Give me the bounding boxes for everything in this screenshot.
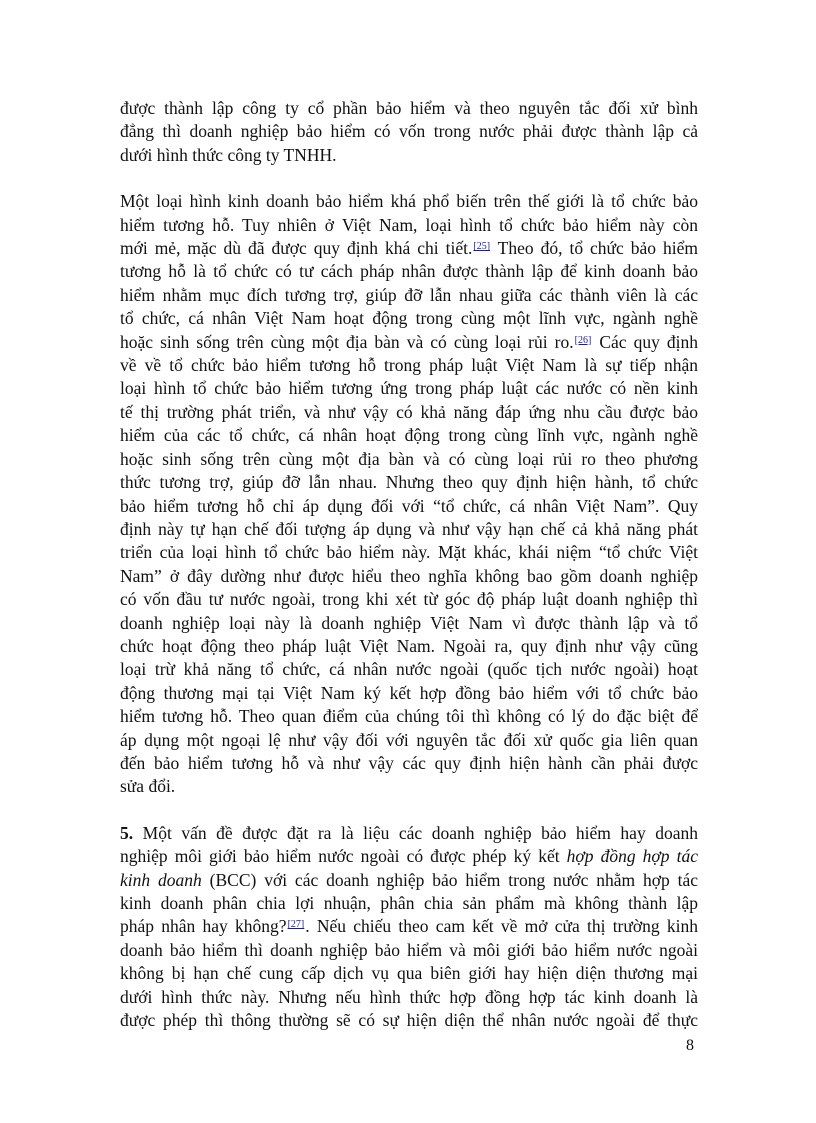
- text-line: về về tổ chức bảo hiểm tương hỗ trong pháp luật Việt Nam là sự tiếp nhận: [120, 355, 698, 376]
- text-line: tế thị trường phát triển, và như vậy có khả năng đáp ứng nhu cầu được bảo: [120, 401, 698, 422]
- text-line: doanh bảo hiểm thì doanh nghiệp bảo hiểm và môi giới bảo hiểm nước ngoài: [120, 939, 698, 960]
- text-line: định này tự hạn chế đối tượng áp dụng và như vậy hạn chế cả khả năng phát: [120, 518, 698, 539]
- text-segment: nghiệp môi giới bảo hiểm nước ngoài có được phép ký kết: [120, 846, 567, 867]
- text-line: Nam” ở đây dường như được hiểu theo nghĩa không bao gồm doanh nghiệp: [120, 565, 698, 586]
- text-segment: pháp nhân hay không?: [120, 916, 287, 937]
- footnote-link-27[interactable]: [27]: [287, 919, 305, 931]
- text-line: Một loại hình kinh doanh bảo hiểm khá phổ biến trên thế giới là tổ chức bảo: [120, 191, 698, 212]
- text-line: bảo hiểm tương hỗ chỉ áp dụng đối với “tổ chức, cá nhân Việt Nam”. Quy: [120, 495, 698, 516]
- text-segment: mới mẻ, mặc dù đã được quy định khá chi tiết.: [120, 238, 473, 259]
- text-line: áp dụng một ngoại lệ như vậy đối với nguyên tắc đối xử quốc gia liên quan: [120, 729, 698, 750]
- section-number: 5.: [120, 822, 134, 843]
- text-line: đến bảo hiểm tương hỗ và như vậy các quy định hiện hành cần phải được: [120, 752, 698, 773]
- text-line: thức tương trợ, giúp đỡ lẫn nhau. Nhưng theo quy định hiện hành, tổ chức: [120, 472, 698, 493]
- text-line: [120, 331, 698, 354]
- footnote-link-25[interactable]: [25]: [473, 241, 491, 253]
- text-line: động thương mại tại Việt Nam ký kết hợp đồng bảo hiểm với tổ chức bảo: [120, 682, 698, 703]
- text-line: [120, 845, 698, 868]
- text-line: có vốn đầu tư nước ngoài, trong khi xét từ góc độ pháp luật doanh nghiệp thì: [120, 589, 698, 610]
- footnote-link-26[interactable]: [26]: [574, 334, 592, 346]
- text-segment: Theo đó, tổ chức bảo hiểm: [491, 238, 699, 259]
- text-line: dưới hình thức này. Nhưng nếu hình thức hợp đồng hợp tác kinh doanh là: [120, 986, 698, 1007]
- paragraph-2: [120, 190, 698, 799]
- text-line: tổ chức, cá nhân Việt Nam hoạt động trong cùng một lĩnh vực, ngành nghề: [120, 308, 698, 329]
- text-line: hiểm của các tổ chức, cá nhân hoạt động trong cùng lĩnh vực, ngành nghề: [120, 425, 698, 446]
- text-line: hiểm nhằm mục đích tương trợ, giúp đỡ lẫn nhau giữa các thành viên là các: [120, 284, 698, 305]
- page-number: 8: [686, 1037, 694, 1054]
- text-line: kinh doanh phân chia lợi nhuận, phân chia sản phẩm mà không thành lập: [120, 893, 698, 913]
- text-segment: . Nếu chiếu theo cam kết về mở cửa thị trường kinh: [305, 916, 698, 937]
- text-line: không bị hạn chế cung cấp dịch vụ qua biên giới hay hiện diện thương mại: [120, 963, 698, 984]
- text-line: hiểm tương hỗ. Theo quan điểm của chúng tôi thì không có lý do đặc biệt để: [120, 706, 698, 727]
- text-segment: Một vấn đề được đặt ra là liệu các doanh nghiệp bảo hiểm hay doanh: [133, 822, 698, 843]
- document-body: [120, 97, 698, 1032]
- text-line: triển của loại hình tổ chức bảo hiểm này. Mặt khác, khái niệm “tổ chức Việt: [120, 542, 698, 563]
- text-line: chức hoạt động theo pháp luật Việt Nam. Ngoài ra, quy định như vậy cũng: [120, 635, 698, 656]
- paragraph-1: [120, 97, 698, 167]
- text-line: loại hình tổ chức bảo hiểm tương ứng trong pháp luật các nước có nền kinh: [120, 378, 698, 399]
- text-line: tương hỗ là tổ chức có tư cách pháp nhân được thành lập để kinh doanh bảo: [120, 261, 698, 282]
- text-line: được phép thì thông thường sẽ có sự hiện diện thể nhân nước ngoài để thực: [120, 1010, 698, 1031]
- italic-term: hợp đồng hợp tác: [566, 846, 698, 867]
- text-segment: (BCC) với các doanh nghiệp bảo hiểm trong nước nhằm hợp tác: [201, 869, 698, 890]
- text-line: doanh nghiệp loại này là doanh nghiệp Việt Nam vì được thành lập và tổ: [120, 612, 698, 633]
- italic-term: kinh doanh: [120, 869, 202, 890]
- text-line: hoặc sinh sống trên cùng một địa bàn và có cùng loại rủi ro theo phương: [120, 448, 698, 469]
- text-line: sửa đổi.: [120, 776, 176, 797]
- text-line: được thành lập công ty cổ phần bảo hiểm và theo nguyên tắc đối xử bình: [120, 98, 698, 118]
- text-line: [120, 915, 698, 938]
- text-line: đẳng thì doanh nghiệp bảo hiểm có vốn trong nước phải được thành lập cả: [120, 121, 698, 142]
- paragraph-3: [120, 822, 698, 1033]
- text-line: dưới hình thức công ty TNHH.: [120, 144, 337, 165]
- text-line: [120, 822, 698, 845]
- text-segment: Các quy định: [592, 331, 698, 352]
- text-segment: hoặc sinh sống trên cùng một địa bàn và có cùng loại rủi ro.: [120, 331, 574, 352]
- text-line: loại trừ khả năng tổ chức, cá nhân nước ngoài (quốc tịch nước ngoài) hoạt: [120, 659, 698, 680]
- text-line: [120, 869, 698, 892]
- text-line: [120, 237, 698, 260]
- text-line: hiểm tương hỗ. Tuy nhiên ở Việt Nam, loại hình tổ chức bảo hiểm này còn: [120, 214, 698, 235]
